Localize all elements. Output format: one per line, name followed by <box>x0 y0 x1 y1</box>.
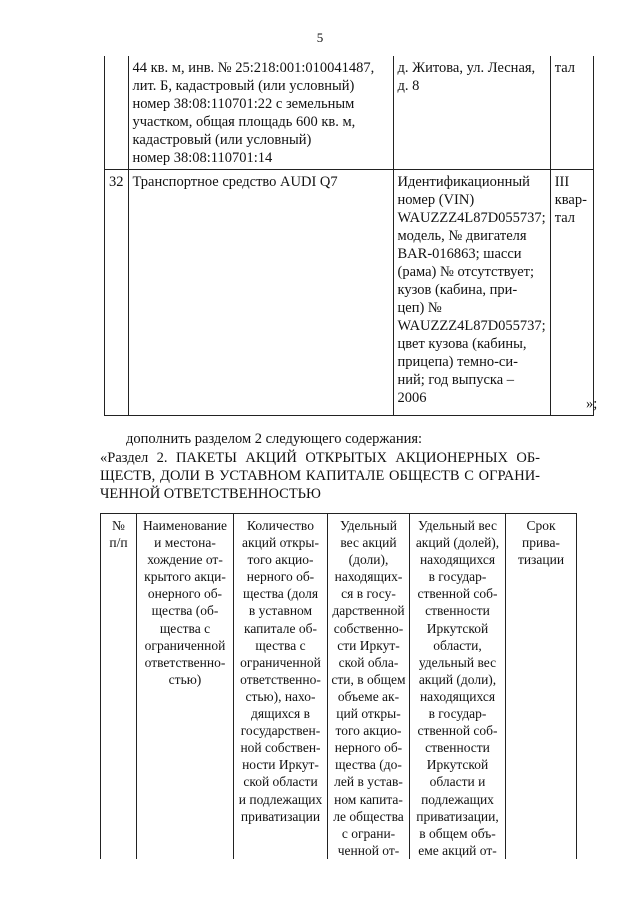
closing-quote-mark: »; <box>586 396 598 412</box>
table-row <box>105 170 594 416</box>
property-characteristics-cell: д. Житова, ул. Лесная, д. 8 <box>393 56 550 170</box>
row-number-cell: 32 <box>105 170 129 416</box>
header-company-name: Наименование и местона- хождение от- крытого акци- онерного об- щества (об- щества с ограниченной ответственно- стью) <box>137 514 234 859</box>
header-privatization-term: Срок прива- тизации <box>506 514 577 859</box>
section-heading-line: «Раздел 2. ПАКЕТЫ АКЦИЙ ОТКРЫТЫХ АКЦИОНЕРНЫХ ОБ- <box>100 450 540 466</box>
privatization-term-cell: тал <box>550 56 593 170</box>
amendment-paragraph: дополнить разделом 2 следующего содержания: <box>126 431 423 447</box>
property-name-cell: 44 кв. м, инв. № 25:218:001:010041487, лит. Б, кадастровый (или условный) номер 38:08:110701:22 с земельным участком, общая площадь 600 кв. м, кадастровый (или условный) номер 38:08:110701:14 <box>128 56 393 170</box>
shares-table <box>100 513 577 859</box>
row-number-cell <box>105 56 129 170</box>
table-row <box>105 56 594 170</box>
page-number: 5 <box>316 30 324 45</box>
section-heading-line: ЧЕННОЙ ОТВЕТСТВЕННОСТЬЮ <box>100 486 321 502</box>
section-heading-line: ЩЕСТВ, ДОЛИ В УСТАВНОМ КАПИТАЛЕ ОБЩЕСТВ С ОГРАНИ- <box>100 468 540 484</box>
privatization-term-cell: III квар- тал <box>550 170 593 416</box>
header-share-count: Количество акций откры- того акцио- нерного об- щества (доля в уставном капитале об- щества с ограниченной ответственно- стью), нахо- дящихся в государствен- ной собствен- ности Иркут- ской области и подлежащих приватизации <box>234 514 328 859</box>
property-name-cell: Транспортное средство AUDI Q7 <box>128 170 393 416</box>
table-header-row <box>101 514 577 859</box>
header-number: № п/п <box>101 514 137 859</box>
property-characteristics-cell: Идентификационный номер (VIN) WAUZZZ4L87D055737; модель, № двигателя BAR-016863; шасси (рама) № отсутствует; кузов (кабина, при- цеп) № WAUZZZ4L87D055737; цвет кузова (кабины, прицепа) темно-си- ний; год выпуска – 2006 <box>393 170 550 416</box>
property-table <box>104 56 594 416</box>
header-state-share-weight: Удельный вес акций (доли), находящих- ся в госу- дарственной собственно- сти Иркут- ской обла- сти, в общем объеме ак- ций откры- того акцио- нерного об- щества (до- лей в устав- ном капита- ле общества с ограни- ченной от- <box>328 514 410 859</box>
header-privatized-share-weight: Удельный вес акций (долей), находящихся в государ- ственной соб- ственности Иркутской области, удельный вес акций (доли), находящихся в государ- ственной соб- ственности Иркутской области и подлежащих приватизации, в общем объ- еме акций от- <box>410 514 506 859</box>
